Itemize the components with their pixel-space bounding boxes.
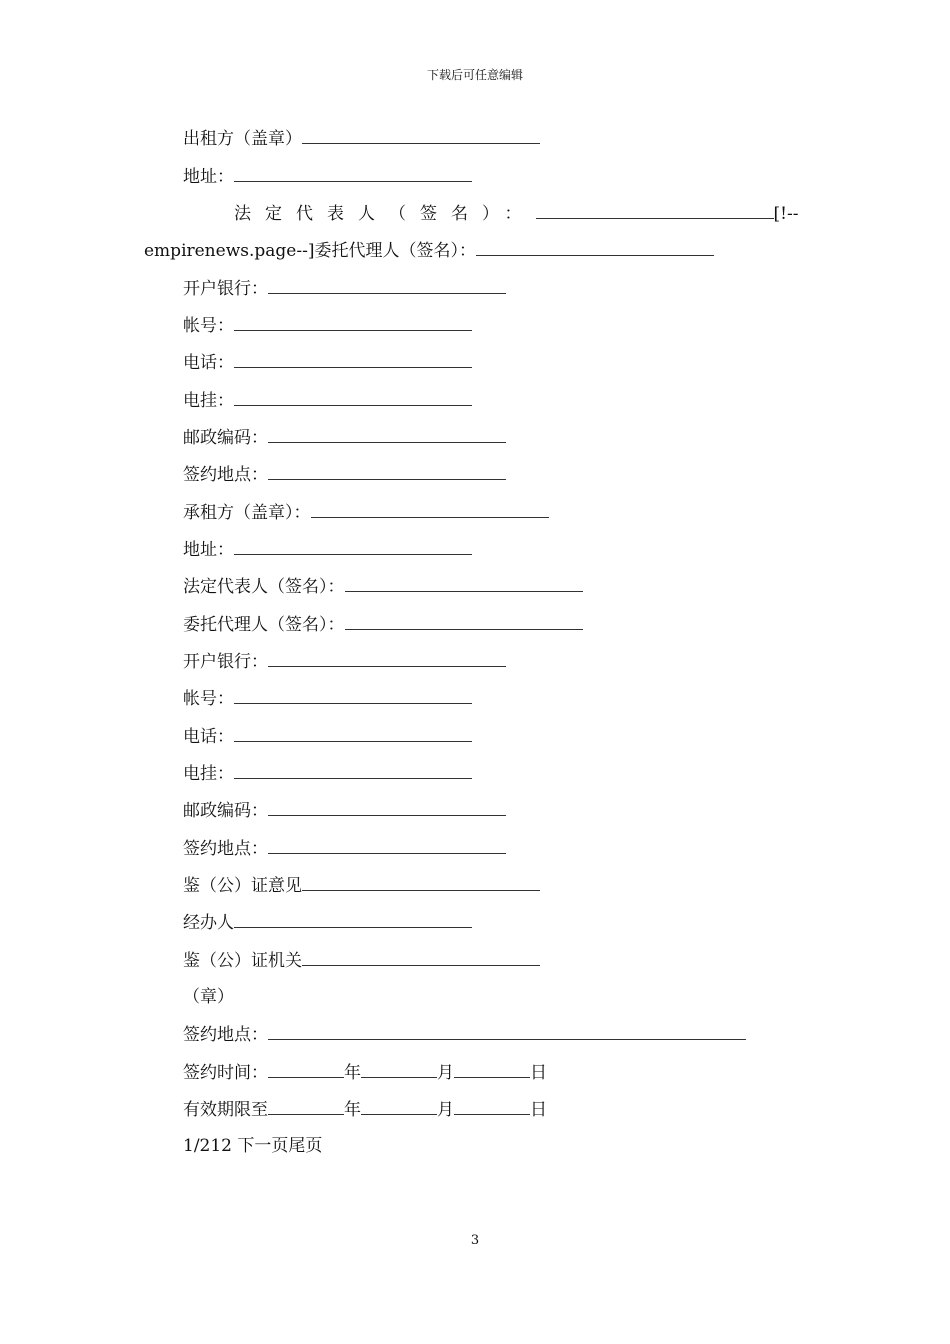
notary-office-line bbox=[183, 948, 540, 973]
page-number: 3 bbox=[470, 1233, 480, 1248]
blank-field bbox=[268, 836, 506, 854]
lessor-legal-rep-label: 法定代表人（签名）： bbox=[234, 204, 536, 224]
lessor-legal-rep-line bbox=[234, 201, 798, 226]
month-label: 月 bbox=[437, 1100, 454, 1120]
lessee-agent-label: 委托代理人（签名）： bbox=[183, 615, 345, 635]
blank-field bbox=[234, 537, 472, 555]
blank-field bbox=[302, 126, 540, 144]
lessee-address-label: 地址： bbox=[183, 540, 234, 560]
blank-field bbox=[536, 201, 774, 219]
seal-line bbox=[183, 985, 234, 1009]
sign-place-line bbox=[183, 1022, 746, 1047]
lessor-bank-line bbox=[183, 276, 506, 301]
lessee-sign-place-label: 签约地点： bbox=[183, 839, 268, 859]
lessor-cable-line bbox=[183, 388, 472, 413]
lessee-phone-label: 电话： bbox=[183, 727, 234, 747]
blank-field bbox=[268, 276, 506, 294]
lessee-bank-label: 开户银行： bbox=[183, 652, 268, 672]
handler-line bbox=[183, 910, 472, 935]
lessor-cable-label: 电挂： bbox=[183, 391, 234, 411]
markup-fragment: [!-- bbox=[773, 204, 799, 224]
lessor-address-line bbox=[183, 164, 472, 189]
blank-field bbox=[302, 948, 540, 966]
blank-field bbox=[234, 313, 472, 331]
blank-field bbox=[268, 425, 506, 443]
sign-place-label: 签约地点： bbox=[183, 1025, 268, 1045]
blank-field bbox=[268, 1060, 344, 1078]
blank-field bbox=[234, 350, 472, 368]
blank-field bbox=[234, 724, 472, 742]
seal-label: （章） bbox=[183, 987, 234, 1007]
blank-field bbox=[234, 761, 472, 779]
blank-field bbox=[345, 574, 583, 592]
notary-office-label: 鉴（公）证机关 bbox=[183, 951, 302, 971]
notary-opinion-line bbox=[183, 873, 540, 898]
lessee-address-line bbox=[183, 537, 472, 562]
handler-label: 经办人 bbox=[183, 913, 234, 933]
page-header: 下载后可任意编辑 bbox=[426, 68, 523, 82]
blank-field bbox=[234, 164, 472, 182]
validity-line bbox=[183, 1097, 547, 1122]
day-label: 日 bbox=[530, 1100, 547, 1120]
blank-field bbox=[361, 1060, 437, 1078]
lessor-postcode-line bbox=[183, 425, 506, 450]
validity-label: 有效期限至 bbox=[183, 1100, 268, 1120]
blank-field bbox=[311, 500, 549, 518]
sign-time-line bbox=[183, 1060, 547, 1085]
month-label: 月 bbox=[437, 1063, 454, 1083]
lessee-postcode-label: 邮政编码： bbox=[183, 801, 268, 821]
lessee-phone-line bbox=[183, 724, 472, 749]
blank-field bbox=[268, 1097, 344, 1115]
lessee-cable-label: 电挂： bbox=[183, 764, 234, 784]
lessee-cable-line bbox=[183, 761, 472, 786]
lessee-postcode-line bbox=[183, 798, 506, 823]
blank-field bbox=[454, 1097, 530, 1115]
blank-field bbox=[476, 238, 714, 256]
lessor-bank-label: 开户银行： bbox=[183, 279, 268, 299]
pagination-line[interactable]: 1/212 下一页尾页 bbox=[183, 1136, 323, 1156]
blank-field bbox=[268, 1022, 746, 1040]
lessee-legal-rep-label: 法定代表人（签名）： bbox=[183, 577, 345, 597]
notary-opinion-label: 鉴（公）证意见 bbox=[183, 876, 302, 896]
lessor-account-label: 帐号： bbox=[183, 316, 234, 336]
year-label: 年 bbox=[344, 1063, 361, 1083]
lessee-seal-label: 承租方（盖章）： bbox=[183, 503, 311, 523]
sign-time-label: 签约时间： bbox=[183, 1063, 268, 1083]
blank-field bbox=[268, 649, 506, 667]
lessor-address-label: 地址： bbox=[183, 167, 234, 187]
blank-field bbox=[454, 1060, 530, 1078]
blank-field bbox=[234, 686, 472, 704]
blank-field bbox=[234, 910, 472, 928]
lessor-phone-label: 电话： bbox=[183, 353, 234, 373]
lessee-bank-line bbox=[183, 649, 506, 674]
blank-field bbox=[268, 798, 506, 816]
blank-field bbox=[234, 388, 472, 406]
lessor-phone-line bbox=[183, 350, 472, 375]
blank-field bbox=[302, 873, 540, 891]
lessee-legal-rep-line bbox=[183, 574, 583, 599]
day-label: 日 bbox=[530, 1063, 547, 1083]
lessor-seal-label: 出租方（盖章） bbox=[183, 129, 302, 149]
lessee-seal-line bbox=[183, 500, 549, 525]
lessor-agent-label: empirenews.page--]委托代理人（签名）： bbox=[144, 241, 476, 261]
lessee-account-line bbox=[183, 686, 472, 711]
lessor-sign-place-label: 签约地点： bbox=[183, 465, 268, 485]
lessor-account-line bbox=[183, 313, 472, 338]
blank-field bbox=[345, 612, 583, 630]
lessor-postcode-label: 邮政编码： bbox=[183, 428, 268, 448]
lessee-agent-line bbox=[183, 612, 583, 637]
lessor-sign-place-line bbox=[183, 462, 506, 487]
blank-field bbox=[268, 462, 506, 480]
year-label: 年 bbox=[344, 1100, 361, 1120]
lessee-account-label: 帐号： bbox=[183, 689, 234, 709]
lessor-agent-line bbox=[144, 238, 714, 263]
lessee-sign-place-line bbox=[183, 836, 506, 861]
lessor-seal-line bbox=[183, 126, 540, 151]
blank-field bbox=[361, 1097, 437, 1115]
